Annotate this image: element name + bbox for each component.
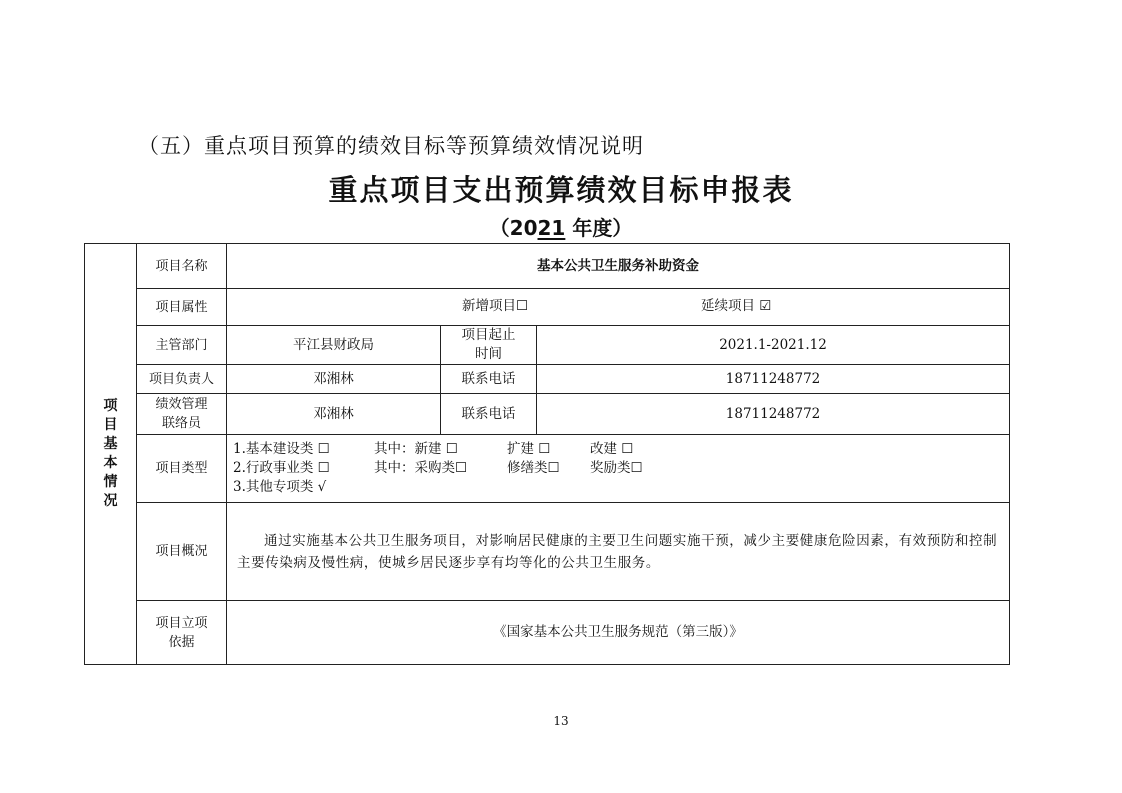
basis-value: 《国家基本公共卫生服务规范（第三版）》 — [227, 601, 1010, 665]
type-expansion: 扩建 ☐ — [507, 441, 551, 457]
owner-name: 邓湘林 — [227, 365, 441, 394]
performance-contact-phone: 18711248772 — [537, 394, 1010, 435]
overview-label: 项目概况 — [137, 503, 227, 601]
type-repair: 修缮类☐ — [507, 460, 560, 476]
type-administrative: 2.行政事业类 ☐ — [233, 460, 330, 476]
option-new-project: 新增项目☐ — [462, 298, 529, 314]
year-label: 年度） — [565, 216, 633, 240]
basic-info-side-label: 项 目 基 本 情 况 — [85, 244, 137, 665]
project-name-value: 基本公共卫生服务补助资金 — [227, 244, 1010, 289]
owner-phone: 18711248772 — [537, 365, 1010, 394]
performance-target-table — [84, 243, 1010, 665]
type-reward: 奖励类☐ — [590, 460, 643, 476]
option-continued-project: 延续项目 ☑ — [701, 298, 772, 314]
project-name-label: 项目名称 — [137, 244, 227, 289]
performance-contact-phone-label: 联系电话 — [441, 394, 537, 435]
basis-label: 项目立项 依据 — [137, 601, 227, 665]
type-new-build: 其中：新建 ☐ — [374, 441, 458, 457]
project-type-line-1 — [233, 440, 1003, 459]
project-period-value: 2021.1-2021.12 — [537, 326, 1010, 365]
performance-contact-label: 绩效管理 联络员 — [137, 394, 227, 435]
department-value: 平江县财政局 — [227, 326, 441, 365]
project-type-line-3 — [233, 478, 1003, 497]
page-number: 13 — [553, 714, 569, 728]
project-type-options — [227, 435, 1010, 503]
department-label: 主管部门 — [137, 326, 227, 365]
year-prefix: 20 — [509, 216, 538, 240]
project-attribute-label: 项目属性 — [137, 289, 227, 326]
overview-text: 通过实施基本公共卫生服务项目，对影响居民健康的主要卫生问题实施干预，减少主要健康危险因素，有效预防和控制主要传染病及慢性病，使城乡居民逐步享有均等化的公共卫生服务。 — [227, 503, 1010, 601]
owner-label: 项目负责人 — [137, 365, 227, 394]
project-attribute-options — [227, 289, 1010, 326]
year-line — [0, 212, 1122, 241]
type-procurement: 其中：采购类☐ — [374, 460, 468, 476]
year-suffix: 21 — [537, 216, 566, 240]
type-infrastructure: 1.基本建设类 ☐ — [233, 441, 330, 457]
project-period-label: 项目起止 时间 — [441, 326, 537, 365]
year-open-paren: （ — [489, 216, 510, 240]
project-type-label: 项目类型 — [137, 435, 227, 503]
document-title: 重点项目支出预算绩效目标申报表 — [328, 173, 794, 207]
project-type-line-2 — [233, 459, 1003, 478]
type-renovation: 改建 ☐ — [590, 441, 634, 457]
performance-contact-name: 邓湘林 — [227, 394, 441, 435]
owner-phone-label: 联系电话 — [441, 365, 537, 394]
section-heading: （五）重点项目预算的绩效目标等预算绩效情况说明 — [138, 134, 644, 158]
type-other-special: 3.其他专项类 √ — [233, 479, 327, 495]
